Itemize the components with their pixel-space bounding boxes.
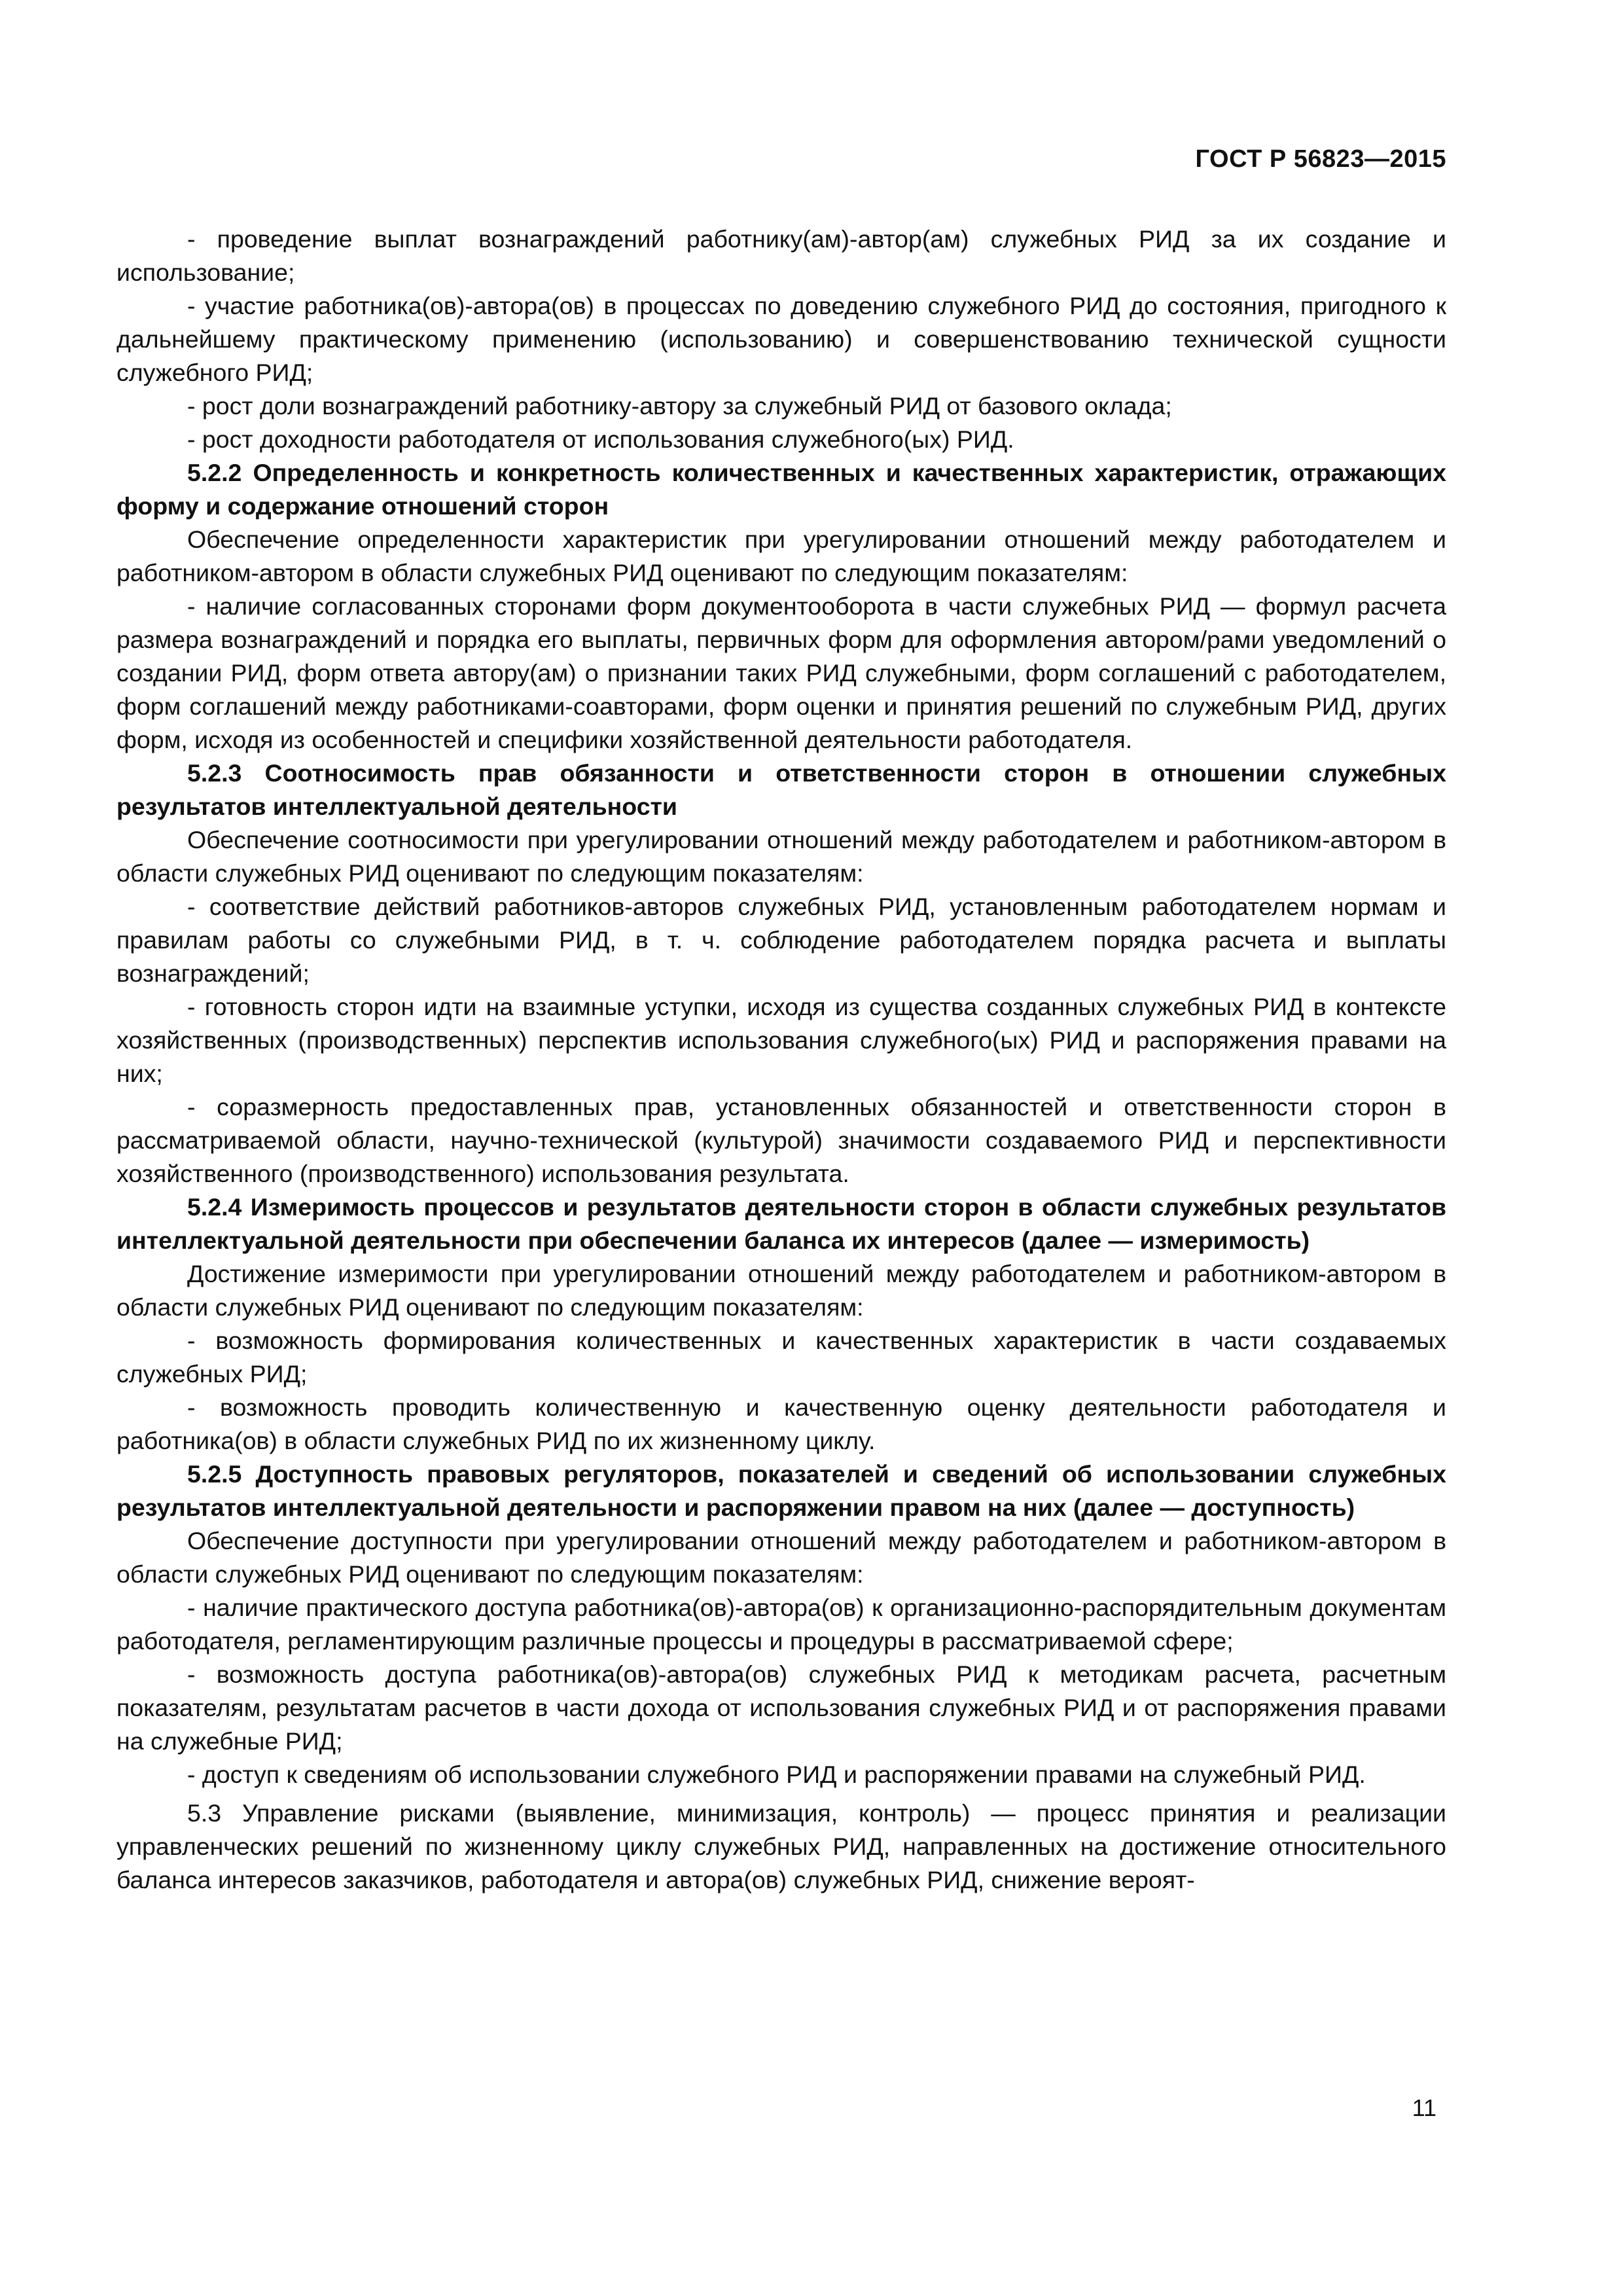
section-heading-5-2-4: 5.2.4 Измеримость процессов и результатов деятельности сторон в области служебных результатов интеллектуальной деятельности при обеспечении баланса их интересов (далее — измеримость) <box>116 1193 1446 1254</box>
document-header: ГОСТ Р 56823—2015 <box>1195 145 1446 173</box>
paragraph: Обеспечение соотносимости при урегулировании отношений между работодателем и работником-автором в области служебных РИД оценивают по следующим показателям: <box>116 826 1446 887</box>
paragraph: - соразмерность предоставленных прав, установленных обязанностей и ответственности сторон в рассматриваемой области, научно-технической (культурой) значимости создаваемого РИД и перспективности хозяйственного (производственного) использования результата. <box>116 1093 1446 1187</box>
paragraph: - возможность проводить количественную и качественную оценку деятельности работодателя и работника(ов) в области служебных РИД по их жизненному циклу. <box>116 1393 1446 1454</box>
paragraph: - готовность сторон идти на взаимные уступки, исходя из существа созданных служебных РИД в контексте хозяйственных (производственных) перспектив использования служебного(ых) РИД и распоряжения правами на них; <box>116 993 1446 1087</box>
section-heading-5-2-3: 5.2.3 Соотносимость прав обязанности и ответственности сторон в отношении служебных результатов интеллектуальной деятельности <box>116 759 1446 820</box>
paragraph: Обеспечение определенности характеристик при урегулировании отношений между работодателем и работником-автором в области служебных РИД оценивают по следующим показателям: <box>116 526 1446 586</box>
paragraph: - наличие практического доступа работника(ов)-автора(ов) к организационно-распорядительным документам работодателя, регламентирующим различные процессы и процедуры в рассматриваемой сфере; <box>116 1594 1446 1655</box>
paragraph: - доступ к сведениям об использовании служебного РИД и распоряжении правами на служебный РИД. <box>187 1761 1366 1788</box>
section-heading-5-2-2: 5.2.2 Определенность и конкретность количественных и качественных характеристик, отражающих форму и содержание отношений сторон <box>116 459 1446 520</box>
paragraph: - соответствие действий работников-авторов служебных РИД, установленным работодателем нормам и правилам работы со служебными РИД, в т. ч. соблюдение работодателем порядка расчета и выплаты вознаграждений; <box>116 893 1446 987</box>
paragraph: - возможность доступа работника(ов)-автора(ов) служебных РИД к методикам расчета, расчетным показателям, результатам расчетов в части дохода от использования служебных РИД и от распоряжения правами на служебные РИД; <box>116 1660 1446 1755</box>
paragraph: Обеспечение доступности при урегулировании отношений между работодателем и работником-автором в области служебных РИД оценивают по следующим показателям: <box>116 1527 1446 1588</box>
paragraph: - рост доходности работодателя от использования служебного(ых) РИД. <box>187 425 1014 453</box>
paragraph: - наличие согласованных сторонами форм документооборота в части служебных РИД — формул расчета размера вознаграждений и порядка его выплаты, первичных форм для оформления автором/рами уведомлений о создании РИД, форм ответа автору(ам) о признании таких РИД служебными, форм соглашений с работодателем, форм соглашений между работниками-соавторами, форм оценки и принятия решений по служебным РИД, других форм, исходя из особенностей и специфики хозяйственной деятельности работодателя. <box>116 592 1446 753</box>
document-body <box>116 223 1446 1897</box>
paragraph: - проведение выплат вознаграждений работнику(ам)-автор(ам) служебных РИД за их создание и использование; <box>116 225 1446 286</box>
section-paragraph-5-3: 5.3 Управление рисками (выявление, минимизация, контроль) — процесс принятия и реализации управленческих решений по жизненному циклу служебных РИД, направленных на достижение относительного баланса интересов заказчиков, работодателя и автора(ов) служебных РИД, снижение вероят- <box>116 1799 1446 1893</box>
paragraph: - рост доли вознаграждений работнику-автору за служебный РИД от базового оклада; <box>187 392 1172 420</box>
paragraph: - возможность формирования количественных и качественных характеристик в части создаваемых служебных РИД; <box>116 1327 1446 1388</box>
paragraph: - участие работника(ов)-автора(ов) в процессах по доведению служебного РИД до состояния, пригодного к дальнейшему практическому применению (использованию) и совершенствованию технической сущности служебного РИД; <box>116 292 1446 386</box>
paragraph: Достижение измеримости при урегулировании отношений между работодателем и работником-автором в области служебных РИД оценивают по следующим показателям: <box>116 1260 1446 1321</box>
section-heading-5-2-5: 5.2.5 Доступность правовых регуляторов, показателей и сведений об использовании служебных результатов интеллектуальной деятельности и распоряжении правом на них (далее — доступность) <box>116 1460 1446 1521</box>
page-number: 11 <box>1412 2094 1436 2121</box>
